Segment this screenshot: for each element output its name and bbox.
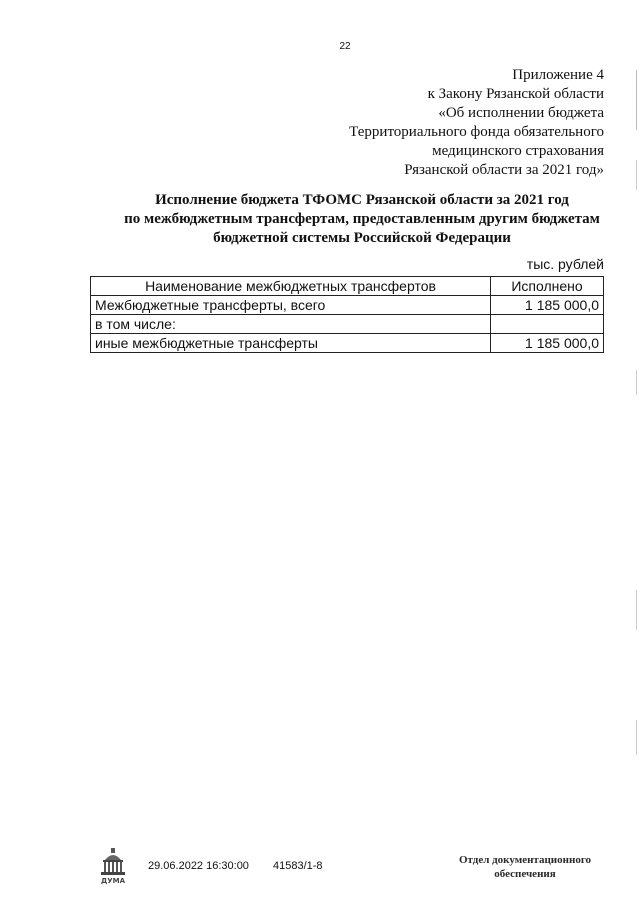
transfers-table — [90, 276, 604, 353]
appendix-line: Территориального фонда обязательного — [349, 124, 604, 140]
department-stamp — [440, 853, 610, 881]
row-name: в том числе: — [91, 315, 491, 334]
logo-text: ДУМА — [100, 877, 126, 885]
table-header-row — [91, 277, 604, 296]
title-line: по межбюджетным трансфертам, предоставленным другим бюджетам — [124, 211, 600, 227]
footer-doc-number: 41583/1-8 — [273, 860, 323, 872]
stamp-line: обеспечения — [494, 868, 556, 880]
appendix-line: «Об исполнении бюджета — [438, 105, 604, 121]
appendix-line: Приложение 4 — [512, 67, 604, 83]
row-name: Межбюджетные трансферты, всего — [91, 296, 491, 315]
units-label: тыс. рублей — [526, 256, 604, 272]
row-amount: 1 185 000,0 — [491, 334, 604, 353]
column-header-amount: Исполнено — [491, 277, 604, 296]
title-line: Исполнение бюджета ТФОМС Рязанской области за 2021 год — [155, 192, 569, 208]
document-title — [80, 191, 640, 248]
table-row — [91, 296, 604, 315]
appendix-line: медицинского страхования — [432, 143, 604, 159]
stamp-line: Отдел документационного — [458, 854, 592, 866]
row-amount — [491, 315, 604, 334]
column-header-name: Наименование межбюджетных трансфертов — [91, 277, 491, 296]
title-line: бюджетной системы Российской Федерации — [213, 230, 511, 246]
row-name: иные межбюджетные трансферты — [91, 334, 491, 353]
footer-datetime: 29.06.2022 16:30:00 — [148, 860, 249, 872]
appendix-line: Рязанской области за 2021 год» — [404, 162, 604, 178]
scan-edge-marks — [635, 70, 638, 850]
page-number: 22 — [339, 41, 351, 52]
appendix-line: к Закону Рязанской области — [427, 86, 604, 102]
appendix-block — [349, 66, 604, 180]
table-row — [91, 334, 604, 353]
table-row — [91, 315, 604, 334]
row-amount: 1 185 000,0 — [491, 296, 604, 315]
duma-building-icon — [97, 848, 129, 886]
